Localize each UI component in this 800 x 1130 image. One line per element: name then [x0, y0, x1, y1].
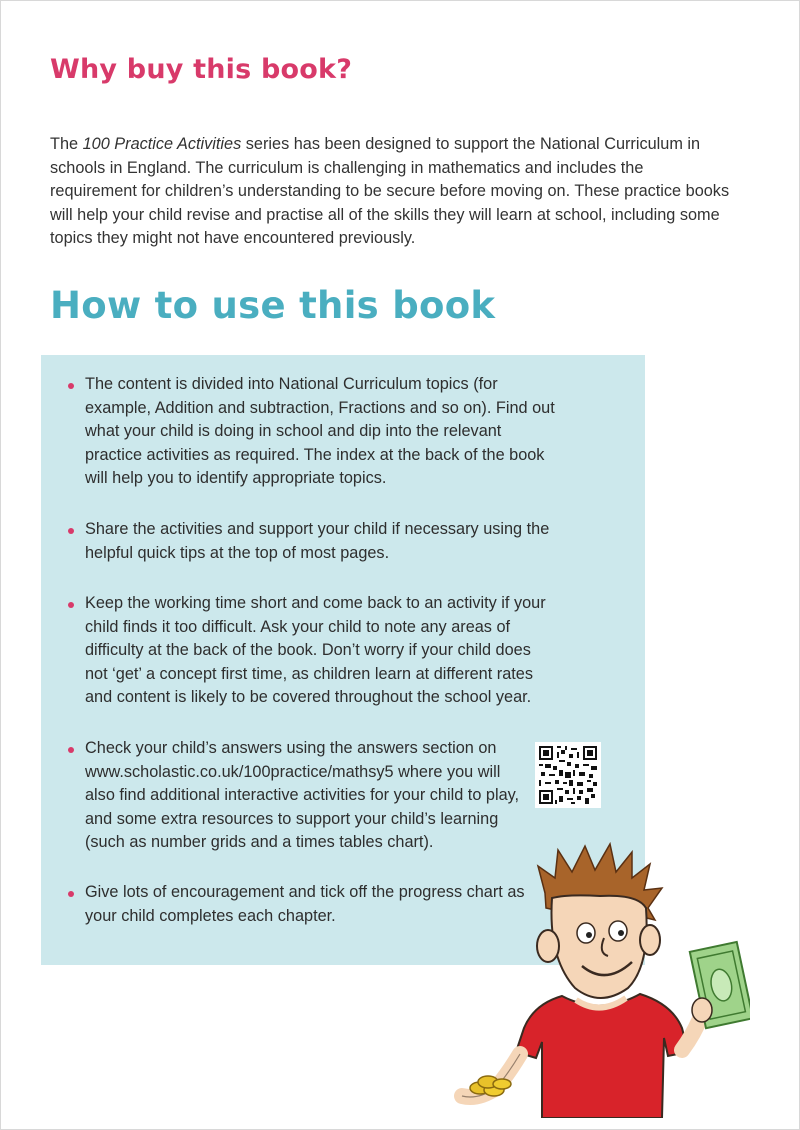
- tip-text: Share the activities and support your child if necessary using the helpful quick tips at the top of most pages.: [85, 520, 550, 562]
- ear-right: [640, 925, 660, 955]
- boy-illustration: [450, 838, 750, 1118]
- intro-series-name: 100 Practice Activities: [82, 135, 242, 153]
- tip-text: The content is divided into National Curriculum topics (for example, Addition and subtraction, Fractions and so on). Find out what your child is doing in school and dip into the relevant practice activities as required. The index at the back of the book will help you to identify appropriate topics.: [85, 375, 555, 487]
- gold-coins: [470, 1076, 511, 1096]
- tip-item: [85, 373, 555, 491]
- bullet-dot-icon: [68, 383, 74, 389]
- how-to-use-heading: How to use this book: [50, 284, 496, 327]
- tip-text: Give lots of encouragement and tick off the progress chart as your child completes each chapter.: [85, 883, 525, 925]
- eye-left: [577, 923, 595, 943]
- tip-item: [85, 518, 555, 565]
- bullet-dot-icon: [68, 747, 74, 753]
- ear-left: [537, 930, 559, 962]
- eye-right: [609, 921, 627, 941]
- red-shirt: [516, 994, 688, 1118]
- why-buy-heading: Why buy this book?: [50, 54, 353, 85]
- qr-code-icon[interactable]: [535, 742, 601, 808]
- intro-prefix: The: [50, 135, 83, 153]
- tip-item: [85, 592, 555, 710]
- tip-text: Check your child’s answers using the answers section on www.scholastic.co.uk/100practice/mathsy5 where you will also find additional interactive activities for your child to play, and some extra resources to support your child’s learning (such as number grids and a times tables chart).: [85, 739, 520, 851]
- intro-paragraph: [50, 133, 730, 251]
- tip-item: [85, 737, 525, 855]
- bullet-dot-icon: [68, 891, 74, 897]
- bullet-dot-icon: [68, 528, 74, 534]
- intro-rest: series has been designed to support the National Curriculum in schools in England. The curriculum is challenging in mathematics and includes the requirement for children’s understanding to be secure before moving on. These practice books will help your child revise and practise all of the skills they will learn at school, including some topics they might not have encountered previously.: [50, 135, 730, 247]
- face: [551, 895, 646, 998]
- bullet-dot-icon: [68, 602, 74, 608]
- tip-text: Keep the working time short and come back to an activity if your child finds it too difficult. Ask your child to note any areas of difficulty at the back of the book. Don’t worry if your child does not ‘get’ a concept first time, as children learn at different rates and content is likely to be covered throughout the school year.: [85, 594, 546, 706]
